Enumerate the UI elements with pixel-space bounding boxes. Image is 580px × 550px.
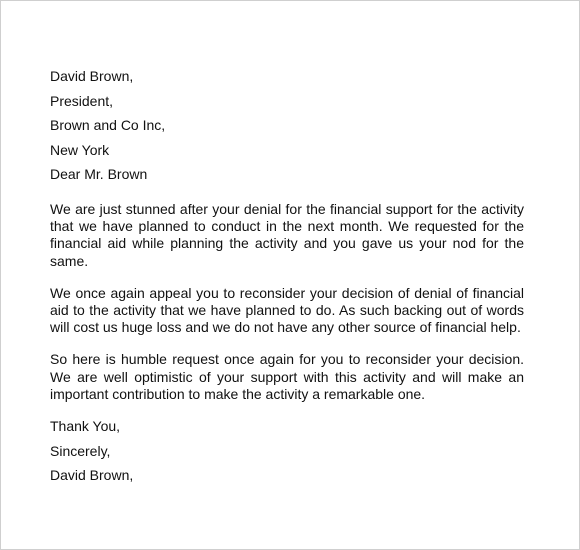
recipient-name: David Brown, [50, 68, 134, 84]
signature-name: David Brown, [50, 467, 134, 484]
recipient-city: New York [50, 141, 110, 158]
closing-thanks: Thank You, [50, 418, 121, 434]
salutation: Dear Mr. Brown [50, 166, 148, 183]
paragraph-3: So here is humble request once again for you to reconsider your decision. We are well optimistic of your support with this activity and will make an important contribution to make the activity a remarkable one. [50, 351, 524, 402]
closing-block [50, 416, 524, 490]
paragraph-2: We once again appeal you to reconsider your decision of denial of financial aid to the activity that we have planned to do. As such backing out of words will cost us huge loss and we do not have any other source of financial help. [50, 284, 524, 336]
recipient-address [50, 66, 524, 164]
closing-sincerely: Sincerely, [50, 442, 111, 459]
recipient-title: President, [50, 92, 114, 109]
recipient-company: Brown and Co Inc, [50, 117, 166, 134]
letter-body [50, 66, 524, 490]
paragraph-1: We are just stunned after your denial for the financial support for the activity that we have planned to conduct in the next month. We requested for the financial aid while planning the activity and you gave us your nod for the same. [50, 200, 524, 269]
